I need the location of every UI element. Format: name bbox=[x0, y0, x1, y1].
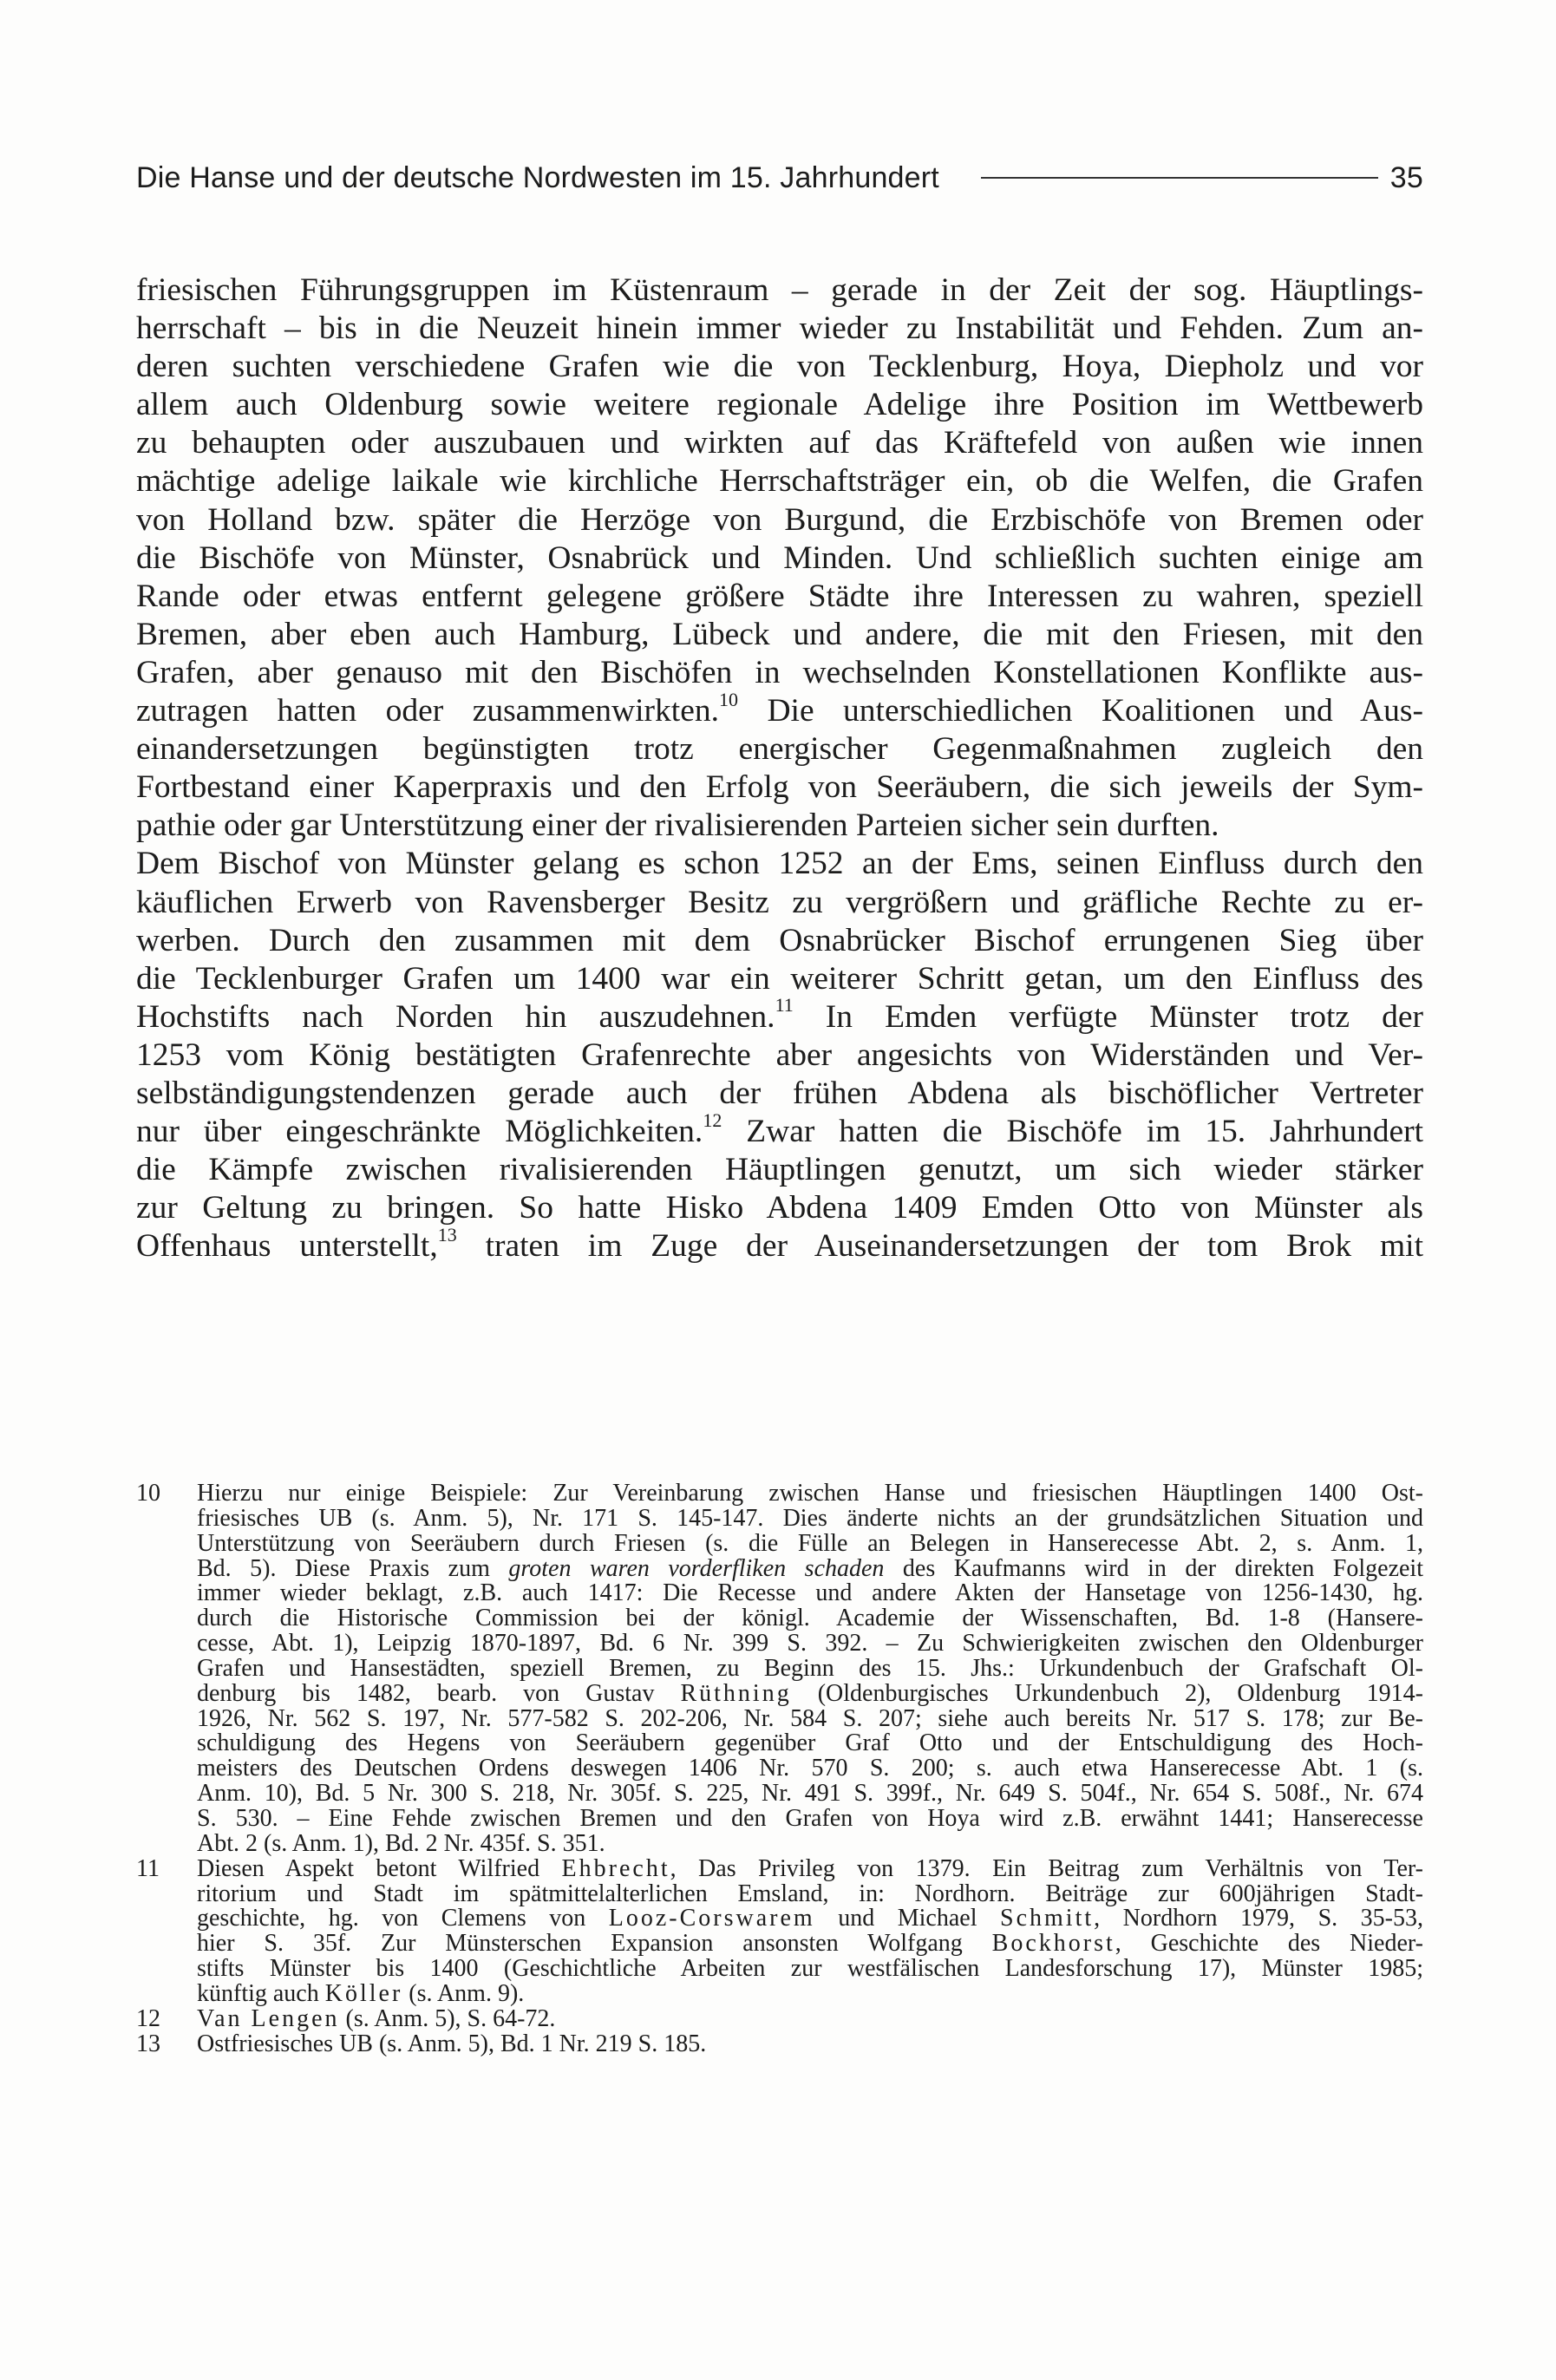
footnote-ref: 13 bbox=[437, 1223, 457, 1246]
footnote-ref: 10 bbox=[719, 688, 738, 710]
main-text bbox=[136, 271, 1423, 1265]
text-line: käuflichen Erwerb von Ravensberger Besitz zu vergrößern und gräfliche Rechte zu er- bbox=[136, 884, 1423, 920]
text-line: 1253 vom König bestätigten Grafenrechte aber angesichts von Widerständen und Ver- bbox=[136, 1036, 1423, 1073]
text-line bbox=[136, 1223, 1423, 1265]
text-line: die Kämpfe zwischen rivalisierenden Häuptlingen genutzt, um sich wieder stärker bbox=[136, 1152, 1423, 1188]
footnote-line: stifts Münster bis 1400 (Geschichtliche Arbeiten zur westfälischen Landesforschung 17), Münster 1985; bbox=[197, 1955, 1423, 1983]
text-span: zutragen hatten oder zusammenwirkten. bbox=[136, 693, 719, 729]
text-span: Offenhaus unterstellt, bbox=[136, 1228, 438, 1265]
text-line: einandersetzungen begünstigten trotz energischer Gegenmaßnahmen zugleich den bbox=[136, 731, 1423, 768]
footnote-number: 12 bbox=[136, 2004, 160, 2032]
footnote-line: Anm. 10), Bd. 5 Nr. 300 S. 218, Nr. 305f. S. 225, Nr. 491 S. 399f., Nr. 649 S. 504f., Nr. 654 S. 508f., Nr. 674 bbox=[197, 1780, 1423, 1808]
text-line: friesischen Führungsgruppen im Küstenraum – gerade in der Zeit der sog. Häuptlings- bbox=[136, 272, 1423, 308]
text-line bbox=[136, 688, 1424, 730]
author-name: Köller bbox=[324, 1979, 403, 2007]
author-name: Van Lengen bbox=[197, 2004, 340, 2032]
footnote-text bbox=[197, 2004, 1423, 2032]
footnote-line bbox=[197, 1679, 1423, 1707]
text-line: Dem Bischof von Münster gelang es schon 1252 an der Ems, seinen Einfluss durch den bbox=[136, 846, 1423, 882]
text-line: Grafen, aber genauso mit den Bischöfen in wechselnden Konstellationen Konflikte aus- bbox=[136, 654, 1423, 690]
footnote-line bbox=[197, 1932, 1423, 1957]
footnote-line: durch die Historische Commission bei der königl. Academie der Wissenschaften, Bd. 1-8 (Hansere- bbox=[197, 1605, 1423, 1632]
footnote-line bbox=[197, 1906, 1423, 1932]
text-line: selbständigungstendenzen gerade auch der frühen Abdena als bischöflicher Vertreter bbox=[136, 1075, 1423, 1111]
text-line: die Tecklenburger Grafen um 1400 war ein weiterer Schritt getan, um den Einfluss des bbox=[136, 960, 1423, 997]
text-line: Fortbestand einer Kaperpraxis und den Erfolg von Seeräubern, die sich jeweils der Sym- bbox=[136, 769, 1423, 806]
text-line: Bremen, aber eben auch Hamburg, Lübeck und andere, die mit den Friesen, mit den bbox=[136, 616, 1423, 652]
footnote-13 bbox=[136, 2032, 1423, 2057]
footnote-line: 1926, Nr. 562 S. 197, Nr. 577-582 S. 202-206, Nr. 584 S. 207; siehe auch bereits Nr. 517 S. 178; zur Be- bbox=[197, 1704, 1423, 1732]
author-name: Schmitt bbox=[1000, 1905, 1095, 1932]
running-header bbox=[136, 156, 1423, 199]
text-span: , Das Privileg von 1379. Ein Beitrag zum Verhältnis von Ter- bbox=[670, 1854, 1424, 1882]
footnote-text bbox=[197, 2032, 1423, 2057]
header-title: Die Hanse und der deutsche Nordwesten im 15. Jahrhundert bbox=[136, 160, 939, 194]
footnote-line: Unterstützung von Seeräubern durch Friesen (s. die Fülle an Belegen in Hanserecesse Abt. 2, s. Anm. 1, bbox=[197, 1529, 1423, 1557]
author-name: Bockhorst bbox=[991, 1930, 1115, 1958]
footnote-ref: 12 bbox=[703, 1108, 722, 1131]
page-number: 35 bbox=[1389, 160, 1423, 194]
text-line: mächtige adelige laikale wie kirchliche Herrschaftsträger ein, ob die Welfen, die Grafen bbox=[136, 463, 1423, 500]
footnote-number: 13 bbox=[136, 2030, 160, 2057]
text-span: traten im Zuge der Auseinandersetzungen der tom Brok mit bbox=[456, 1228, 1423, 1265]
footnote-line: ritorium und Stadt im spätmittelalterlichen Emsland, in: Nordhorn. Beiträge zur 600jährigen Stadt- bbox=[197, 1880, 1423, 1907]
footnote-number: 10 bbox=[136, 1480, 160, 1507]
quoted-phrase: groten waren vorderfliken schaden bbox=[508, 1554, 885, 1582]
footnote-line bbox=[197, 1979, 1423, 2007]
footnote-line: immer wieder beklagt, z.B. auch 1417: Die Recesse und andere Akten der Hansetage von 1256-1430, hg. bbox=[197, 1579, 1423, 1607]
text-line: werben. Durch den zusammen mit dem Osnabrücker Bischof errungenen Sieg über bbox=[136, 922, 1423, 958]
text-line bbox=[136, 1108, 1423, 1151]
footnote-ref: 11 bbox=[775, 994, 794, 1017]
footnote-text bbox=[197, 1481, 1423, 1857]
text-span: hier S. 35f. Zur Münsterschen Expansion ansonsten Wolfgang bbox=[197, 1930, 992, 1958]
footnote-line bbox=[197, 2004, 1423, 2032]
text-span: Hochstifts nach Norden hin auszudehnen. bbox=[136, 998, 775, 1035]
text-span: nur über eingeschränkte Möglichkeiten. bbox=[136, 1114, 703, 1150]
author-name: Looz-Corswarem bbox=[608, 1905, 815, 1932]
text-span: denburg bis 1482, bearb. von Gustav bbox=[197, 1679, 681, 1707]
footnote-line: Ostfriesisches UB (s. Anm. 5), Bd. 1 Nr. 219 S. 185. bbox=[197, 2030, 707, 2057]
text-line: Rande oder etwas entfernt gelegene größere Städte ihre Interessen zu wahren, speziell bbox=[136, 578, 1423, 614]
footnote-text bbox=[197, 1854, 1424, 2007]
footnote-line: cesse, Abt. 1), Leipzig 1870-1897, Bd. 6 Nr. 399 S. 392. – Zu Schwierigkeiten zwischen den Oldenburger bbox=[197, 1630, 1423, 1658]
text-line: herrschaft – bis in die Neuzeit hinein immer wieder zu Instabilität und Fehden. Zum an- bbox=[136, 311, 1423, 347]
footnote-12 bbox=[136, 2004, 1423, 2032]
footnote-10 bbox=[136, 1481, 1423, 1857]
text-line: deren suchten verschiedene Grafen wie die von Tecklenburg, Hoya, Diepholz und vor bbox=[136, 349, 1423, 385]
text-line: von Holland bzw. später die Herzöge von Burgund, die Erzbischöfe von Bremen oder bbox=[136, 501, 1423, 538]
footnote-line: Abt. 2 (s. Anm. 1), Bd. 2 Nr. 435f. S. 351. bbox=[197, 1829, 605, 1857]
footnote-11 bbox=[136, 1854, 1424, 2007]
footnote-line: meisters des Deutschen Ordens deswegen 1406 Nr. 570 S. 200; s. auch etwa Hanserecesse Abt. 1 (s. bbox=[197, 1755, 1423, 1782]
text-span: und Michael bbox=[814, 1905, 1001, 1932]
text-span: (Oldenburgisches Urkundenbuch 2), Oldenburg 1914- bbox=[791, 1679, 1423, 1707]
text-span: Bd. 5). Diese Praxis zum bbox=[197, 1554, 509, 1582]
text-span: , Nordhorn 1979, S. 35-53, bbox=[1094, 1905, 1423, 1932]
footnote-line: Grafen und Hansestädten, speziell Bremen, zu Beginn des 15. Jhs.: Urkundenbuch der Grafschaft Ol- bbox=[197, 1654, 1423, 1682]
text-line: allem auch Oldenburg sowie weitere regionale Adelige ihre Position im Wettbewerb bbox=[136, 387, 1423, 423]
footnotes bbox=[136, 1481, 1423, 2056]
text-span: (s. Anm. 9). bbox=[402, 1979, 525, 2007]
footnote-line: schuldigung des Hegens von Seeräubern gegenüber Graf Otto und der Entschuldigung des Hoch- bbox=[197, 1729, 1423, 1757]
text-span: , Geschichte des Nieder- bbox=[1115, 1930, 1423, 1958]
text-span: künftig auch bbox=[197, 1979, 325, 2007]
header-rule bbox=[981, 177, 1378, 179]
footnote-number: 11 bbox=[136, 1854, 160, 1882]
text-line: pathie oder gar Unterstützung einer der rivalisierenden Parteien sicher sein durften. bbox=[136, 808, 1219, 844]
text-line bbox=[136, 994, 1424, 1036]
text-span: In Emden verfügte Münster trotz der bbox=[793, 998, 1424, 1035]
text-line: zu behaupten oder auszubauen und wirkten auf das Kräftefeld von außen wie innen bbox=[136, 425, 1423, 461]
footnote-line bbox=[197, 1854, 1424, 1882]
text-span: Zwar hatten die Bischöfe im 15. Jahrhundert bbox=[722, 1114, 1423, 1150]
footnote-line: Hierzu nur einige Beispiele: Zur Vereinbarung zwischen Hanse und friesischen Häuptlingen 1400 Ost- bbox=[197, 1480, 1423, 1507]
footnote-line: friesisches UB (s. Anm. 5), Nr. 171 S. 145-147. Dies änderte nichts an der grundsätzlichen Situation und bbox=[197, 1504, 1423, 1532]
text-span: (s. Anm. 5), S. 64-72. bbox=[339, 2004, 556, 2032]
footnote-line: S. 530. – Eine Fehde zwischen Bremen und den Grafen von Hoya wird z.B. erwähnt 1441; Hanserecesse bbox=[197, 1804, 1423, 1832]
author-name: Rüthning bbox=[680, 1679, 792, 1707]
footnote-line bbox=[197, 1554, 1423, 1582]
text-span: geschichte, hg. von Clemens von bbox=[197, 1905, 609, 1932]
author-name: Ehbrecht bbox=[561, 1854, 670, 1882]
text-line: die Bischöfe von Münster, Osnabrück und Minden. Und schließlich suchten einige am bbox=[136, 539, 1423, 576]
text-line: zur Geltung zu bringen. So hatte Hisko Abdena 1409 Emden Otto von Münster als bbox=[136, 1190, 1423, 1226]
text-span: Diesen Aspekt betont Wilfried bbox=[197, 1854, 562, 1882]
text-span: des Kaufmanns wird in der direkten Folgezeit bbox=[884, 1554, 1423, 1582]
text-span: Die unterschiedlichen Koalitionen und Aus- bbox=[738, 693, 1424, 729]
